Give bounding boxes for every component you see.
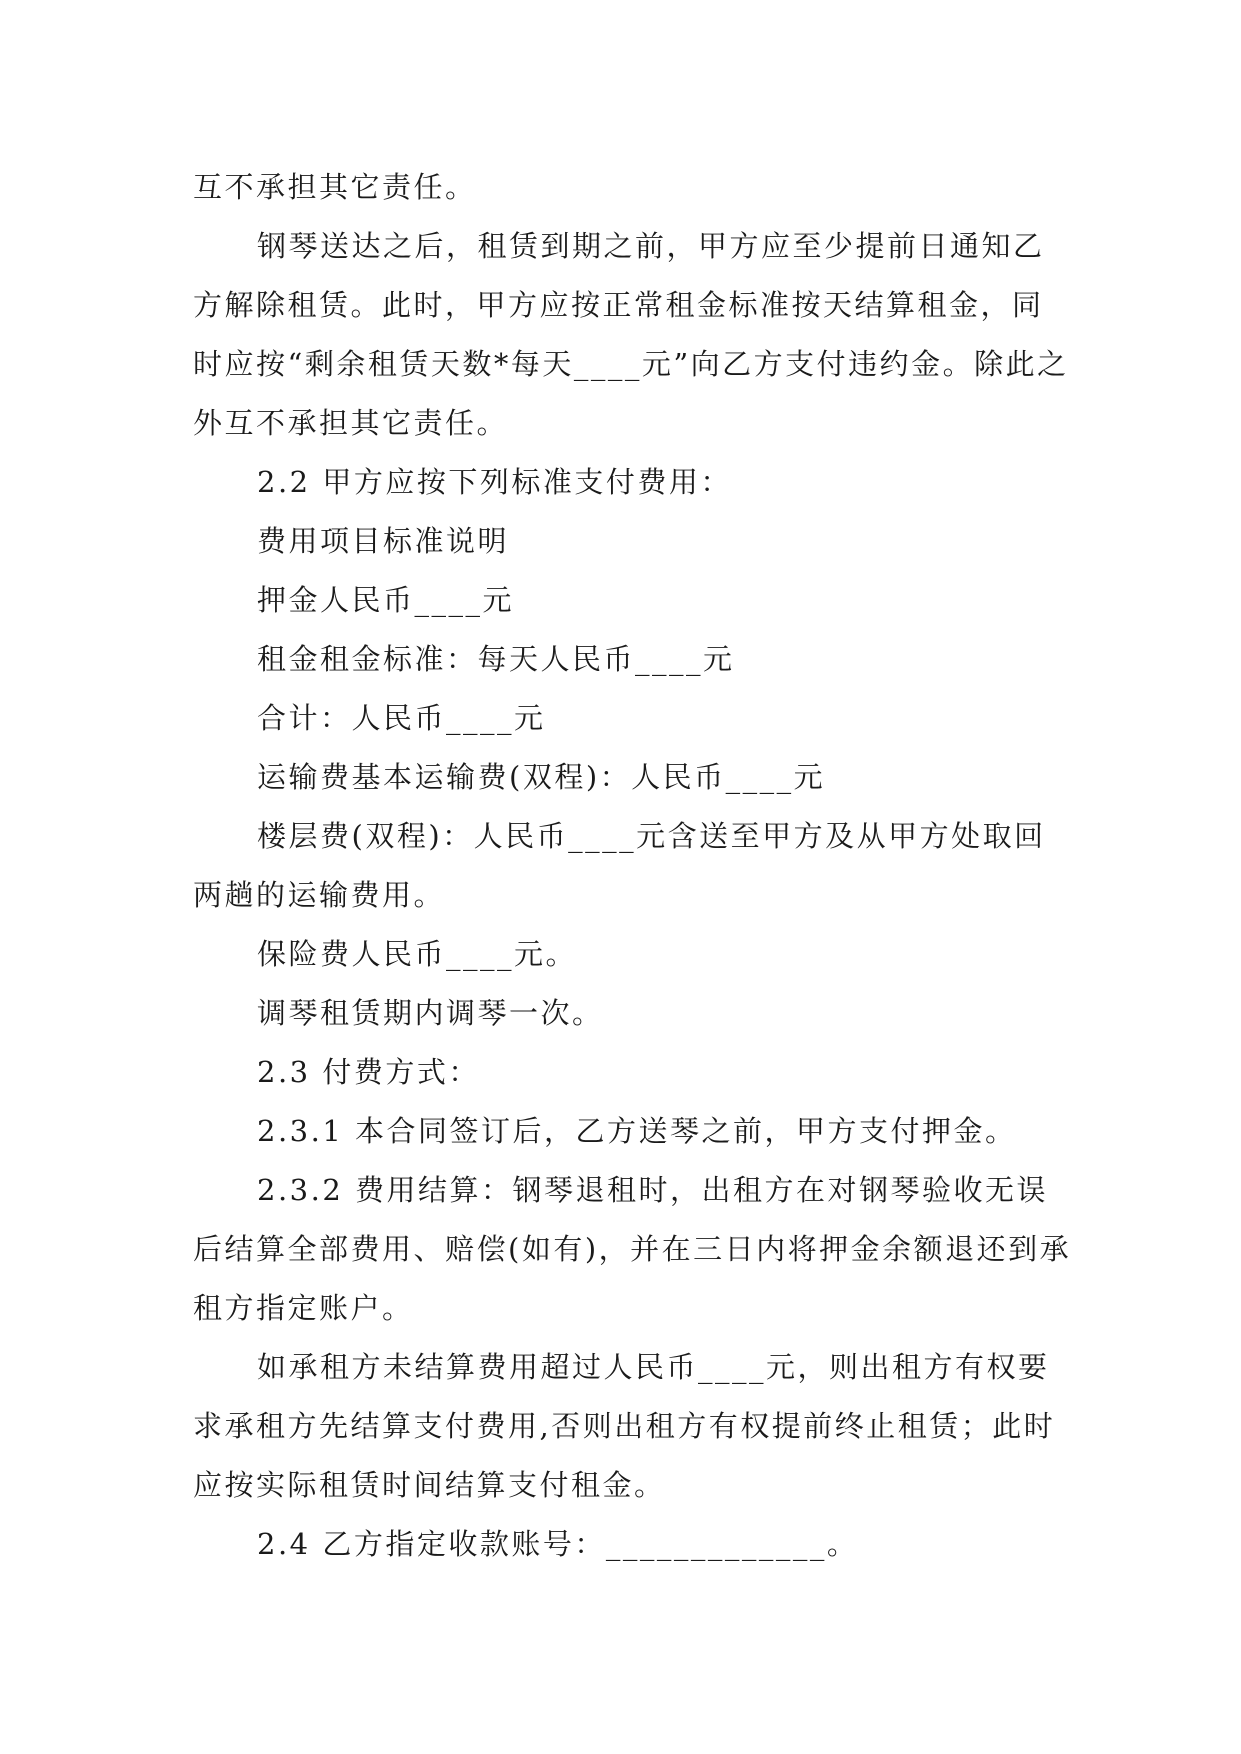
fee-item-rent: 租金租金标准：每天人民币____元 [257, 642, 735, 676]
paragraph: 互不承担其它责任。 [193, 170, 477, 204]
section-heading: 2.2 甲方应按下列标准支付费用： [257, 465, 732, 499]
fee-table-header: 费用项目标准说明 [257, 524, 510, 558]
fee-item-insurance: 保险费人民币____元。 [257, 937, 578, 971]
fee-item-deposit: 押金人民币____元 [257, 583, 515, 617]
clause: 2.4 乙方指定收款账号：_____________。 [257, 1527, 859, 1561]
fee-item-total: 合计：人民币____元 [257, 701, 546, 735]
clause: 2.3.2 费用结算：钢琴退租时，出租方在对钢琴验收无误后结算全部费用、赔偿(如有)，并在三日内将押金余额退还到承租方指定账户。 [193, 1173, 1072, 1325]
fee-item-tuning: 调琴租赁期内调琴一次。 [257, 996, 604, 1030]
document-body [193, 158, 1073, 1574]
fee-item-transport: 运输费基本运输费(双程)：人民币____元 [257, 760, 826, 794]
section-heading: 2.3 付费方式： [257, 1055, 480, 1089]
clause: 如承租方未结算费用超过人民币____元，则出租方有权要求承租方先结算支付费用,否则出租方有权提前终止租赁；此时应按实际租赁时间结算支付租金。 [193, 1350, 1056, 1502]
clause: 2.3.1 本合同签订后，乙方送琴之前，甲方支付押金。 [257, 1114, 1017, 1148]
fee-item-floor: 楼层费(双程)：人民币____元含送至甲方及从甲方处取回两趟的运输费用。 [193, 819, 1046, 912]
paragraph: 钢琴送达之后，租赁到期之前，甲方应至少提前日通知乙方解除租赁。此时，甲方应按正常租金标准按天结算租金，同时应按“剩余租赁天数*每天____元”向乙方支付违约金。除此之外互不承担其它责任。 [193, 229, 1069, 440]
